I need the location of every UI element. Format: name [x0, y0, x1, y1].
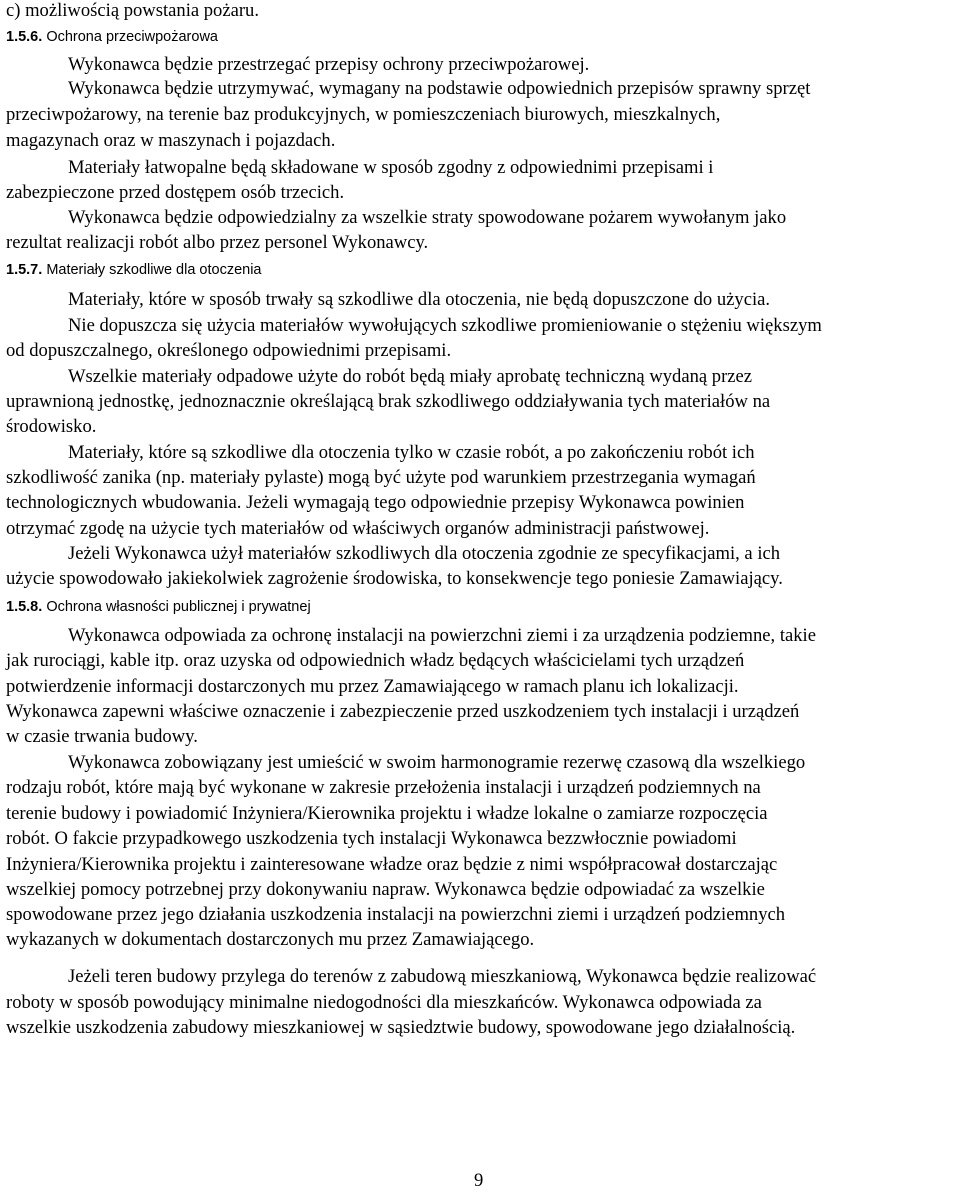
paragraph-line: zabezpieczone przed dostępem osób trzecich.: [6, 182, 345, 203]
paragraph-line: użycie spowodowało jakiekolwiek zagrożenie środowiska, to konsekwencje tego poniesie Zamawiający.: [6, 568, 783, 589]
section-title: Ochrona własności publicznej i prywatnej: [46, 599, 311, 615]
paragraph-line: Wykonawca będzie odpowiedzialny za wszelkie straty spowodowane pożarem wywołanym jako: [68, 207, 787, 228]
paragraph-line: Materiały łatwopalne będą składowane w sposób zgodny z odpowiednimi przepisami i: [68, 157, 714, 178]
paragraph-line: szkodliwość zanika (np. materiały pylaste) mogą być użyte pod warunkiem przestrzegania wymagań: [6, 467, 756, 488]
paragraph-line: otrzymać zgodę na użycie tych materiałów od właściwych organów administracji państwowej.: [6, 518, 710, 539]
paragraph-line: Wykonawca zapewni właściwe oznaczenie i zabezpieczenie przed uszkodzeniem tych instalacji i urządzeń: [6, 701, 800, 722]
paragraph-line: Materiały, które w sposób trwały są szkodliwe dla otoczenia, nie będą dopuszczone do użycia.: [68, 289, 771, 310]
paragraph-line: środowisko.: [6, 416, 97, 437]
paragraph-line: terenie budowy i powiadomić Inżyniera/Kierownika projektu i władze lokalne o zamiarze rozpoczęcia: [6, 803, 768, 824]
paragraph-line: Nie dopuszcza się użycia materiałów wywołujących szkodliwe promieniowanie o stężeniu większym: [68, 315, 822, 336]
paragraph-line: Wykonawca będzie przestrzegać przepisy ochrony przeciwpożarowej.: [68, 54, 590, 75]
section-heading-1-5-7: [6, 259, 262, 281]
section-title: Ochrona przeciwpożarowa: [46, 29, 218, 45]
paragraph-line: uprawnioną jednostkę, jednoznacznie określającą brak szkodliwego oddziaływania tych materiałów na: [6, 391, 771, 412]
paragraph-line: rodzaju robót, które mają być wykonane w zakresie przełożenia instalacji i urządzeń podziemnych na: [6, 777, 761, 798]
paragraph-line: magazynach oraz w maszynach i pojazdach.: [6, 130, 336, 151]
paragraph-line: przeciwpożarowy, na terenie baz produkcyjnych, w pomieszczeniach biurowych, mieszkalnych,: [6, 104, 721, 125]
paragraph-line: wszelkie uszkodzenia zabudowy mieszkaniowej w sąsiedztwie budowy, spowodowane jego działalnością.: [6, 1017, 796, 1038]
paragraph-line: od dopuszczalnego, określonego odpowiednimi przepisami.: [6, 340, 452, 361]
section-number: 1.5.6.: [6, 29, 43, 45]
paragraph-line: rezultat realizacji robót albo przez personel Wykonawcy.: [6, 232, 429, 253]
paragraph-line: Inżyniera/Kierownika projektu i zainteresowane władze oraz będzie z nimi współpracował dostarczając: [6, 854, 778, 875]
section-heading-1-5-8: [6, 596, 311, 618]
paragraph-line: jak rurociągi, kable itp. oraz uzyska od odpowiednich władz będących właścicielami tych urządzeń: [6, 650, 745, 671]
paragraph-line: potwierdzenie informacji dostarczonych mu przez Zamawiającego w ramach planu ich lokalizacji.: [6, 676, 739, 697]
paragraph-line: technologicznych wbudowania. Jeżeli wymagają tego odpowiednie przepisy Wykonawca powinien: [6, 492, 745, 513]
paragraph-line: Jeżeli teren budowy przylega do terenów z zabudową mieszkaniową, Wykonawca będzie realizować: [68, 966, 817, 987]
paragraph-line: Jeżeli Wykonawca użył materiałów szkodliwych dla otoczenia zgodnie ze specyfikacjami, a ich: [68, 543, 781, 564]
section-heading-1-5-6: [6, 26, 218, 48]
paragraph-line: roboty w sposób powodujący minimalne niedogodności dla mieszkańców. Wykonawca odpowiada za: [6, 992, 762, 1013]
paragraph-line: Materiały, które są szkodliwe dla otoczenia tylko w czasie robót, a po zakończeniu robót ich: [68, 442, 755, 463]
paragraph-line: Wszelkie materiały odpadowe użyte do robót będą miały aprobatę techniczną wydaną przez: [68, 366, 753, 387]
paragraph-line: wszelkiej pomocy potrzebnej przy dokonywaniu napraw. Wykonawca będzie odpowiadać za wszelkie: [6, 879, 765, 900]
paragraph-line: Wykonawca odpowiada za ochronę instalacji na powierzchni ziemi i za urządzenia podziemne, takie: [68, 625, 816, 646]
paragraph-line: Wykonawca zobowiązany jest umieścić w swoim harmonogramie rezerwę czasową dla wszelkiego: [68, 752, 806, 773]
page-number: 9: [474, 1170, 484, 1191]
section-number: 1.5.7.: [6, 262, 43, 278]
paragraph-line: robót. O fakcie przypadkowego uszkodzenia tych instalacji Wykonawca bezzwłocznie powiadomi: [6, 828, 737, 849]
paragraph-line: Wykonawca będzie utrzymywać, wymagany na podstawie odpowiednich przepisów sprawny sprzęt: [68, 78, 811, 99]
paragraph-line: wykazanych w dokumentach dostarczonych mu przez Zamawiającego.: [6, 929, 535, 950]
section-title: Materiały szkodliwe dla otoczenia: [46, 262, 262, 278]
section-number: 1.5.8.: [6, 599, 43, 615]
paragraph-line: w czasie trwania budowy.: [6, 726, 198, 747]
paragraph-line: spowodowane przez jego działania uszkodzenia instalacji na powierzchni ziemi i urządzeń podziemnych: [6, 904, 786, 925]
list-item-c: c) możliwością powstania pożaru.: [6, 0, 259, 21]
